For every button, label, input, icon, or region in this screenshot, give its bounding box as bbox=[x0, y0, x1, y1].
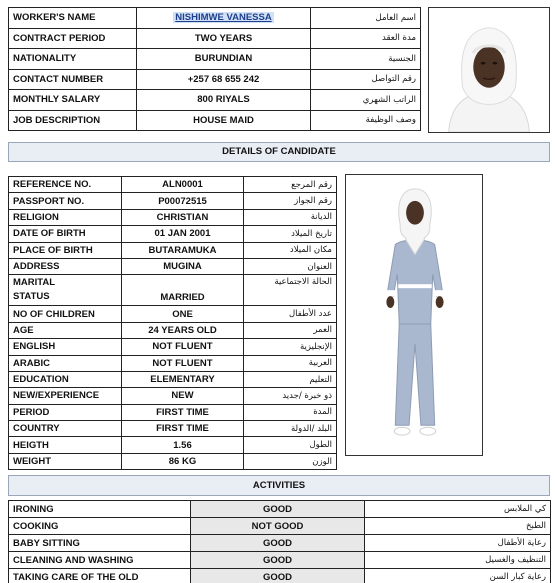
table-row bbox=[9, 275, 337, 306]
field-value bbox=[137, 8, 311, 29]
table-row bbox=[9, 535, 551, 552]
field-value: ALN0001 bbox=[122, 177, 244, 193]
field-value: MARRIED bbox=[122, 275, 244, 306]
table-row bbox=[9, 226, 337, 242]
table-row bbox=[9, 177, 337, 193]
field-value: 86 KG bbox=[122, 453, 244, 469]
field-label: NO OF CHILDREN bbox=[9, 306, 122, 322]
activity-label: BABY SITTING bbox=[9, 535, 191, 552]
activity-rating: GOOD bbox=[191, 552, 365, 569]
field-label-arabic: الوزن bbox=[244, 453, 337, 469]
table-row bbox=[9, 242, 337, 258]
table-row bbox=[9, 193, 337, 209]
field-value: MUGINA bbox=[122, 258, 244, 274]
table-row bbox=[9, 404, 337, 420]
field-label: MONTHLY SALARY bbox=[9, 90, 137, 111]
field-label: PLACE OF BIRTH bbox=[9, 242, 122, 258]
table-row bbox=[9, 518, 551, 535]
field-label-arabic: اسم العامل bbox=[311, 8, 421, 29]
headshot-illustration bbox=[429, 8, 549, 132]
field-label-arabic: رقم المرجع bbox=[244, 177, 337, 193]
activity-label-arabic: رعاية كبار السن bbox=[365, 569, 551, 583]
activity-label-arabic: كي الملابس bbox=[365, 501, 551, 518]
field-label-arabic: التعليم bbox=[244, 371, 337, 387]
activity-rating: NOT GOOD bbox=[191, 518, 365, 535]
activities-section-title: ACTIVITIES bbox=[8, 475, 550, 496]
field-value: FIRST TIME bbox=[122, 421, 244, 437]
activity-label: TAKING CARE OF THE OLD bbox=[9, 569, 191, 583]
table-row bbox=[9, 110, 421, 131]
table-row bbox=[9, 388, 337, 404]
field-value: 800 RIYALS bbox=[137, 90, 311, 111]
field-label-arabic: العربية bbox=[244, 355, 337, 371]
table-row bbox=[9, 355, 337, 371]
field-label-arabic: مدة العقد bbox=[311, 28, 421, 49]
table-row bbox=[9, 28, 421, 49]
table-row bbox=[9, 552, 551, 569]
table-row bbox=[9, 339, 337, 355]
headshot-photo bbox=[428, 7, 550, 133]
table-row bbox=[9, 371, 337, 387]
table-row bbox=[9, 453, 337, 469]
activity-label: CLEANING AND WASHING bbox=[9, 552, 191, 569]
field-label: WEIGHT bbox=[9, 453, 122, 469]
table-row bbox=[9, 69, 421, 90]
field-label: ENGLISH bbox=[9, 339, 122, 355]
worker-summary-table bbox=[8, 7, 421, 131]
field-value: 24 YEARS OLD bbox=[122, 322, 244, 338]
field-label-arabic: الراتب الشهري bbox=[311, 90, 421, 111]
activity-label-arabic: الطبخ bbox=[365, 518, 551, 535]
field-label-arabic: رقم التواصل bbox=[311, 69, 421, 90]
field-label-arabic: ذو خبرة /جديد bbox=[244, 388, 337, 404]
field-label: RELIGION bbox=[9, 209, 122, 225]
details-section-title: DETAILS OF CANDIDATE bbox=[8, 142, 550, 162]
full-body-illustration bbox=[346, 175, 482, 455]
field-label: HEIGTH bbox=[9, 437, 122, 453]
field-label: ADDRESS bbox=[9, 258, 122, 274]
activity-label-arabic: التنظيف والغسيل bbox=[365, 552, 551, 569]
activity-rating: GOOD bbox=[191, 501, 365, 518]
field-value: P00072515 bbox=[122, 193, 244, 209]
worker-name: NISHIMWE VANESSA bbox=[175, 12, 272, 24]
field-label-arabic: الديانة bbox=[244, 209, 337, 225]
field-label-line: MARITAL bbox=[13, 277, 56, 289]
table-row bbox=[9, 258, 337, 274]
field-label: ARABIC bbox=[9, 355, 122, 371]
field-label-arabic: الجنسية bbox=[311, 49, 421, 70]
field-value: +257 68 655 242 bbox=[137, 69, 311, 90]
field-label-arabic: عدد الأطفال bbox=[244, 306, 337, 322]
field-value: NOT FLUENT bbox=[122, 355, 244, 371]
field-value: ELEMENTARY bbox=[122, 371, 244, 387]
field-value: NEW bbox=[122, 388, 244, 404]
field-label-arabic: تاريخ الميلاد bbox=[244, 226, 337, 242]
activity-rating: GOOD bbox=[191, 569, 365, 583]
field-label: DATE OF BIRTH bbox=[9, 226, 122, 242]
field-label-arabic: العنوان bbox=[244, 258, 337, 274]
field-label: REFERENCE NO. bbox=[9, 177, 122, 193]
field-label-line: STATUS bbox=[13, 291, 50, 303]
table-row bbox=[9, 437, 337, 453]
field-value: 01 JAN 2001 bbox=[122, 226, 244, 242]
table-row bbox=[9, 8, 421, 29]
field-label: CONTACT NUMBER bbox=[9, 69, 137, 90]
field-label-arabic: الحالة الاجتماعية bbox=[244, 275, 337, 306]
table-row bbox=[9, 306, 337, 322]
field-value: CHRISTIAN bbox=[122, 209, 244, 225]
field-value: BUTARAMUKA bbox=[122, 242, 244, 258]
field-value: BURUNDIAN bbox=[137, 49, 311, 70]
field-value: FIRST TIME bbox=[122, 404, 244, 420]
field-value: 1.56 bbox=[122, 437, 244, 453]
activities-table bbox=[8, 500, 551, 583]
field-label-arabic: البلد /الدولة bbox=[244, 421, 337, 437]
field-label-arabic: وصف الوظيفة bbox=[311, 110, 421, 131]
field-label: PASSPORT NO. bbox=[9, 193, 122, 209]
field-label-arabic: المدة bbox=[244, 404, 337, 420]
activity-label: IRONING bbox=[9, 501, 191, 518]
table-row bbox=[9, 209, 337, 225]
field-label-arabic: الإنجليزية bbox=[244, 339, 337, 355]
field-label-arabic: العمر bbox=[244, 322, 337, 338]
field-value: ONE bbox=[122, 306, 244, 322]
field-label: NEW/EXPERIENCE bbox=[9, 388, 122, 404]
activity-label-arabic: رعاية الأطفال bbox=[365, 535, 551, 552]
candidate-details-table bbox=[8, 176, 337, 470]
table-row bbox=[9, 49, 421, 70]
table-row bbox=[9, 569, 551, 583]
field-label: PERIOD bbox=[9, 404, 122, 420]
field-label: COUNTRY bbox=[9, 421, 122, 437]
field-label: NATIONALITY bbox=[9, 49, 137, 70]
field-label-arabic: مكان الميلاد bbox=[244, 242, 337, 258]
field-label: WORKER'S NAME bbox=[9, 8, 137, 29]
field-value: TWO YEARS bbox=[137, 28, 311, 49]
field-value: HOUSE MAID bbox=[137, 110, 311, 131]
field-label: EDUCATION bbox=[9, 371, 122, 387]
activity-label: COOKING bbox=[9, 518, 191, 535]
field-label-arabic: رقم الجواز bbox=[244, 193, 337, 209]
table-row bbox=[9, 421, 337, 437]
table-row bbox=[9, 322, 337, 338]
activity-rating: GOOD bbox=[191, 535, 365, 552]
field-label bbox=[9, 275, 122, 306]
table-row bbox=[9, 90, 421, 111]
full-body-photo bbox=[345, 174, 483, 456]
field-label-arabic: الطول bbox=[244, 437, 337, 453]
field-label: CONTRACT PERIOD bbox=[9, 28, 137, 49]
field-label: JOB DESCRIPTION bbox=[9, 110, 137, 131]
field-value: NOT FLUENT bbox=[122, 339, 244, 355]
table-row bbox=[9, 501, 551, 518]
field-label: AGE bbox=[9, 322, 122, 338]
